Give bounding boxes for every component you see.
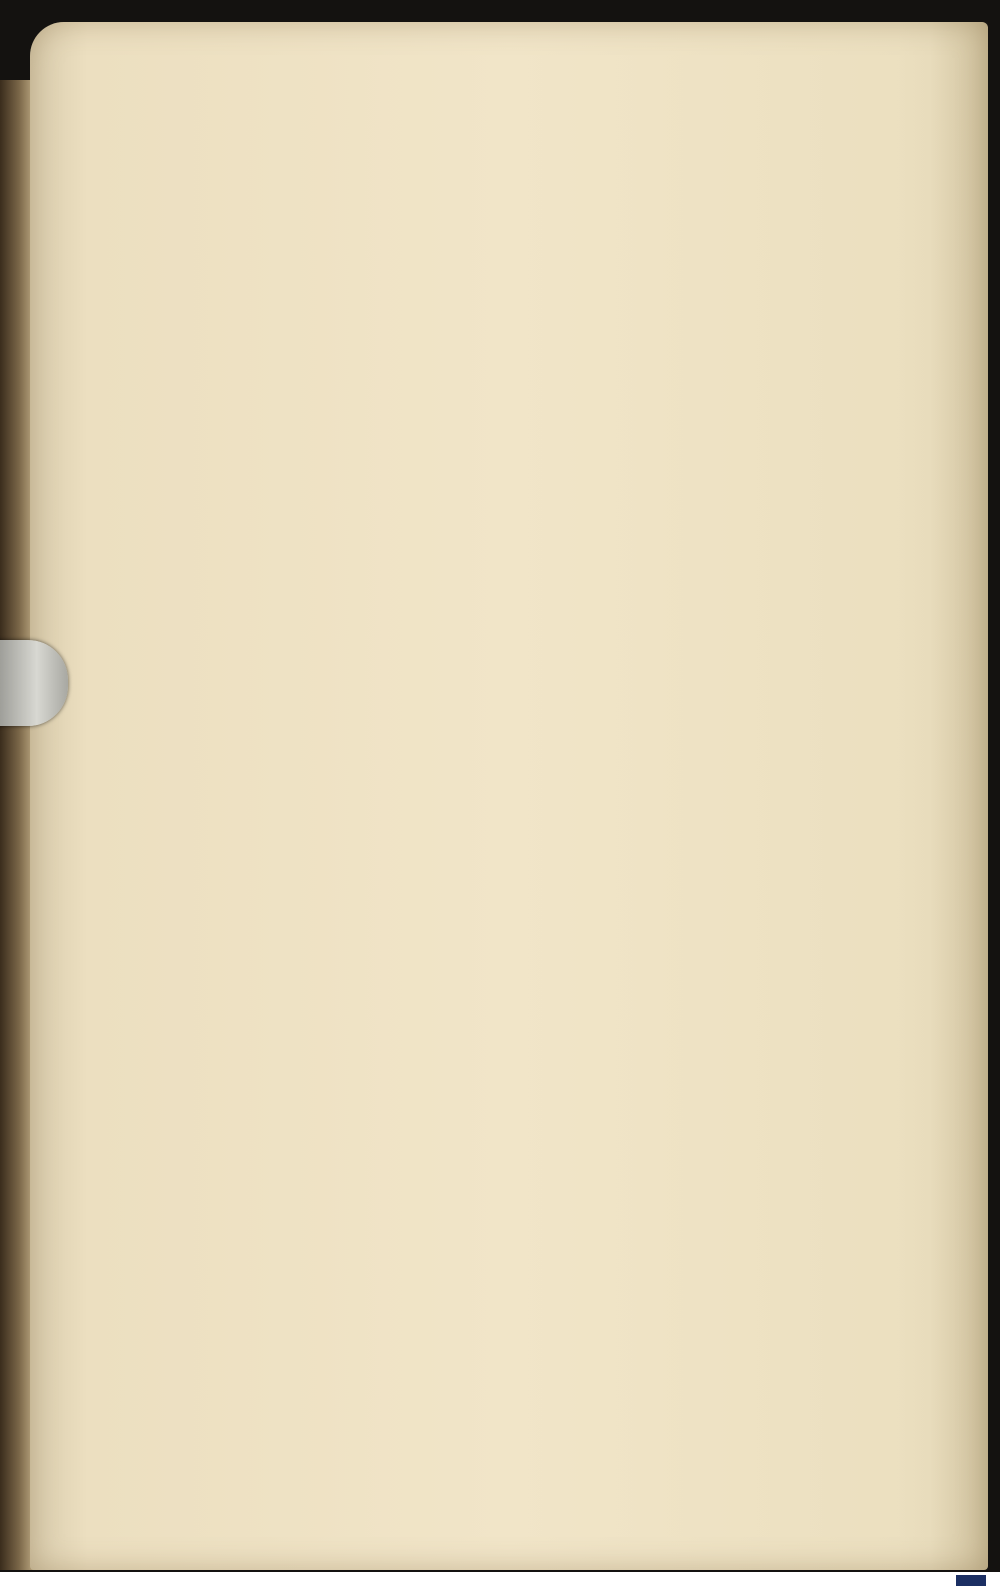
text-column [232,128,938,325]
body-line [232,251,938,274]
chapter-8-body [232,206,938,274]
chapter-summary-line [232,161,938,184]
chapter-summary-line [232,280,938,303]
chapter-summary-line [232,138,938,161]
chapter-heading [232,302,938,325]
chapter-heading [232,183,938,206]
body-line [232,206,938,229]
body-line [232,228,938,251]
spacer [232,128,938,138]
dfg-logo [956,1575,986,1586]
footer-bar [0,1572,1000,1588]
